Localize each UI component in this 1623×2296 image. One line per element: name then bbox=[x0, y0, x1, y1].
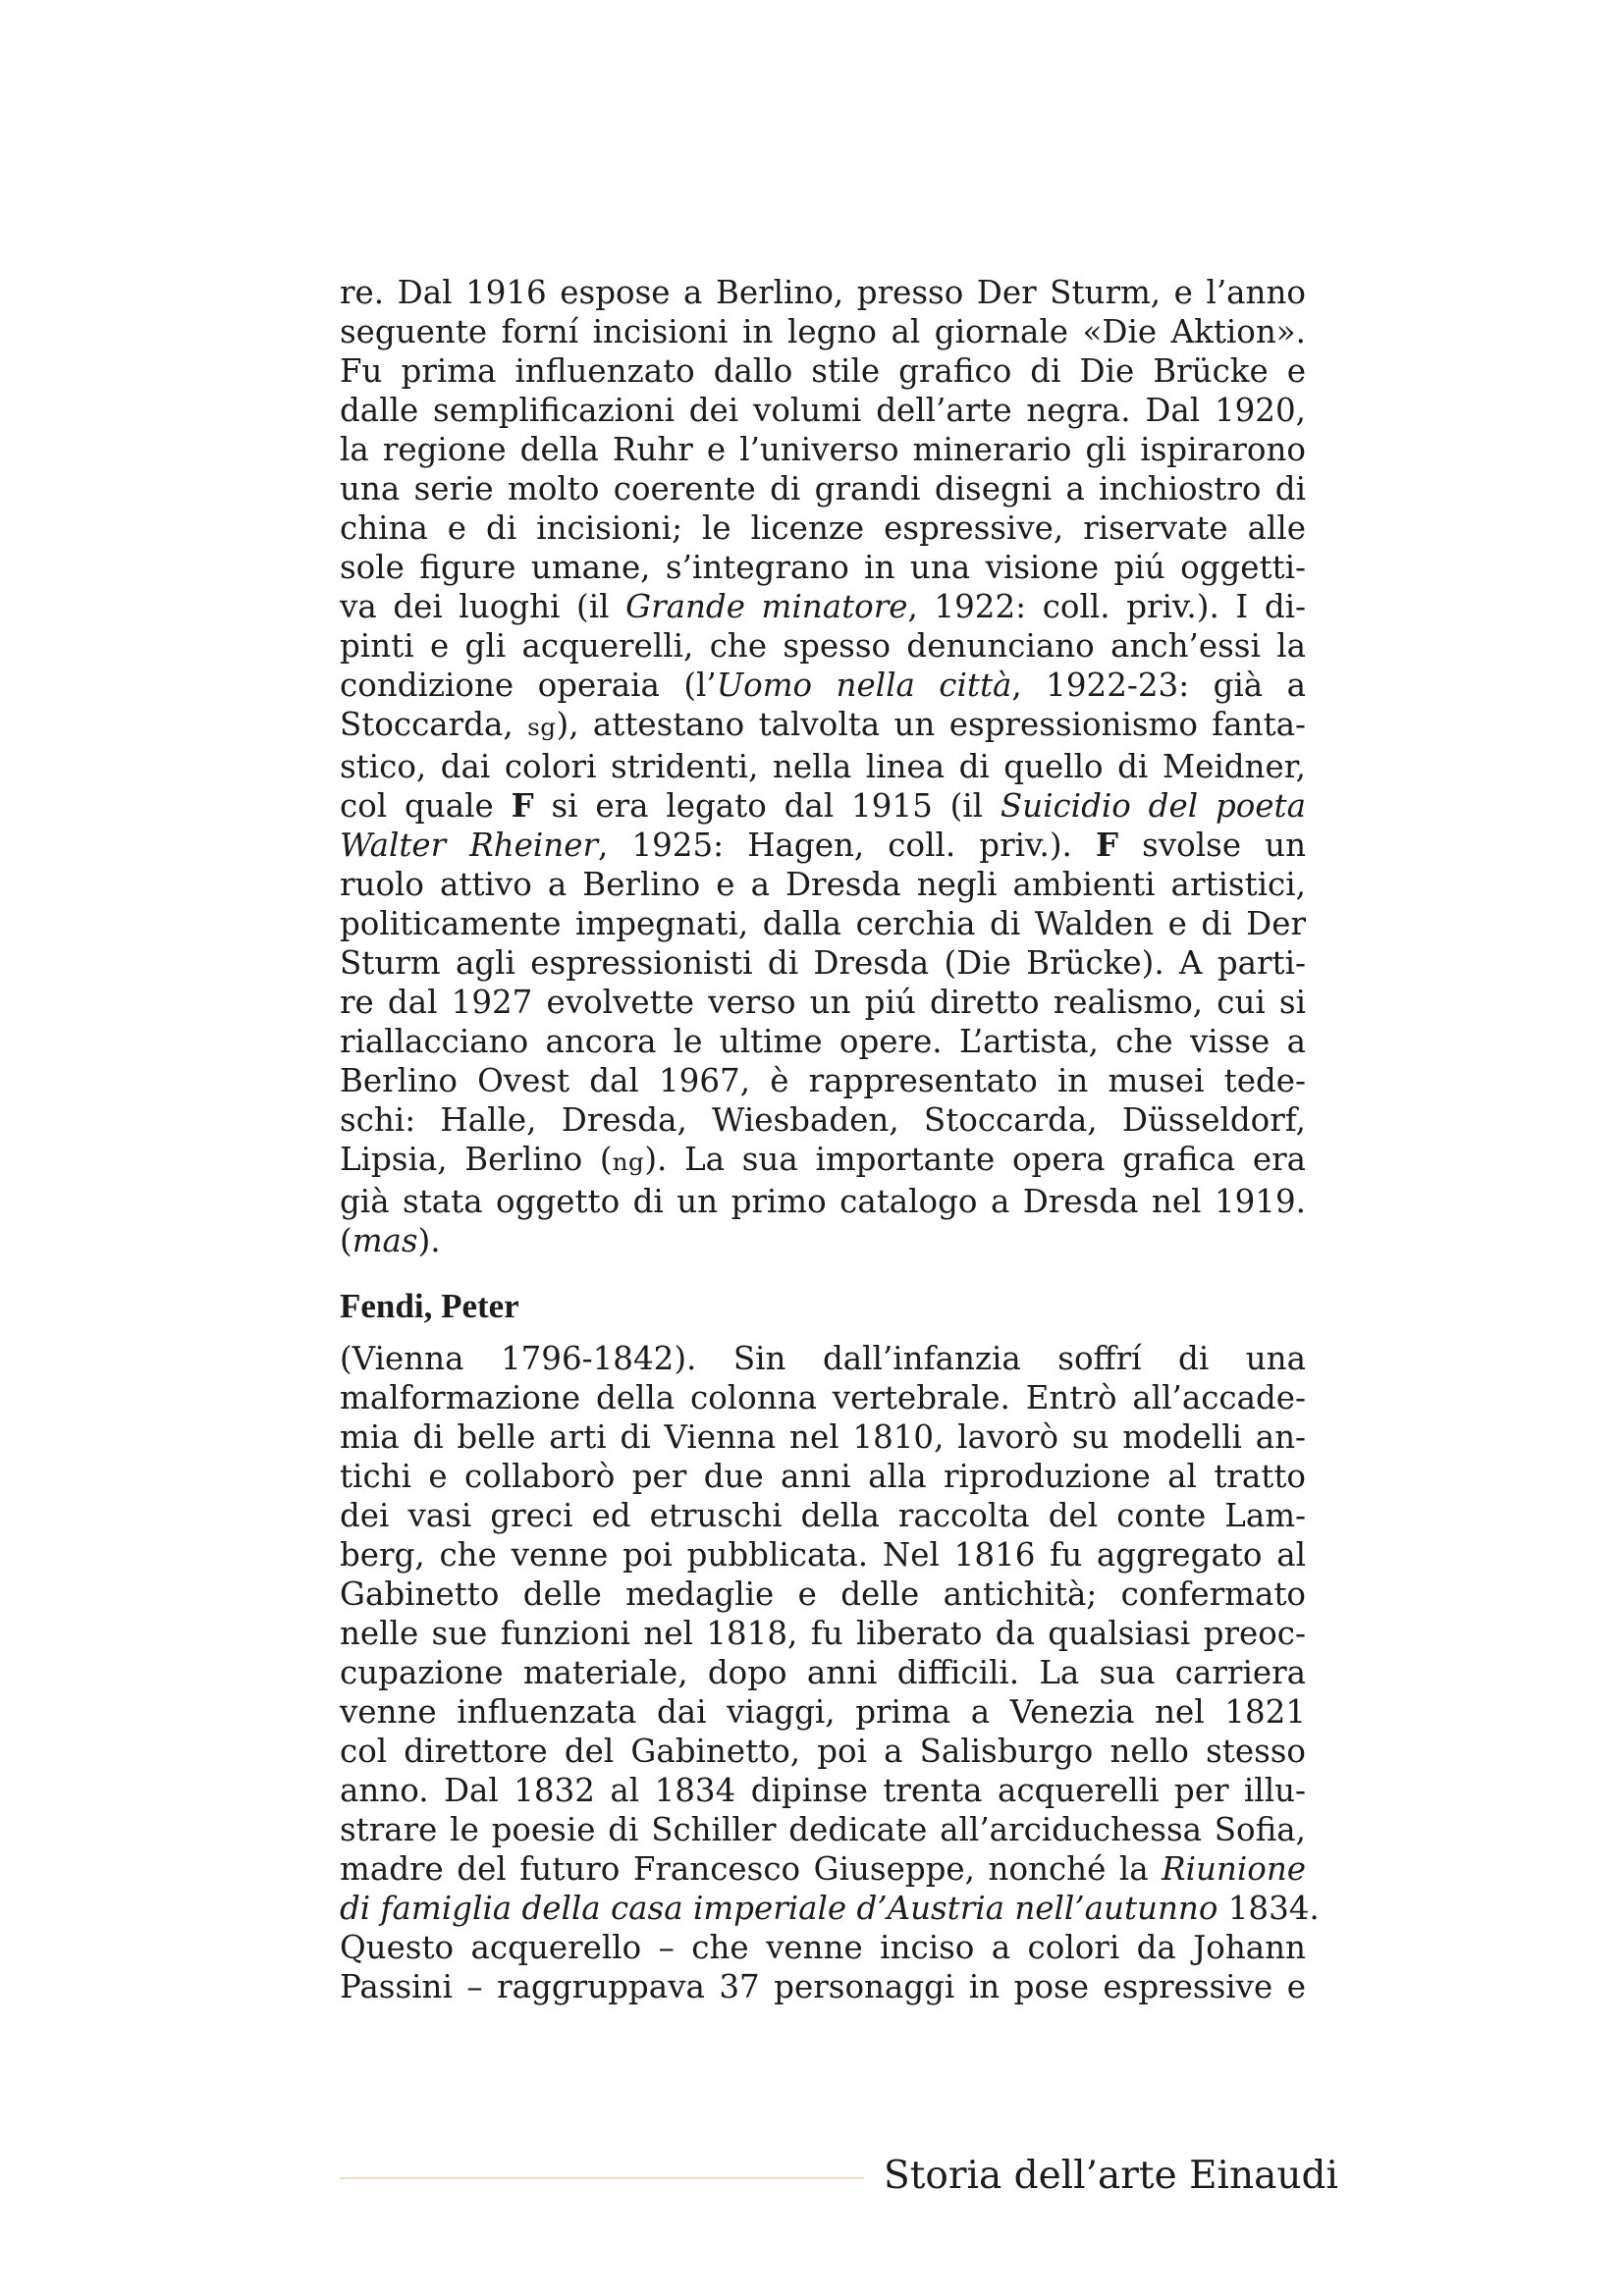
text-line: strare le poesie di Schiller dedicate all’arciduchessa Sofia, bbox=[340, 1811, 1306, 1848]
text-segment: ( bbox=[340, 1222, 352, 1259]
artwork-title: Suicidio del poeta bbox=[1000, 787, 1306, 825]
text-line: seguente forní incisioni in legno al giornale «Die Aktion». bbox=[340, 313, 1306, 350]
entry-initial: F bbox=[1095, 826, 1119, 864]
text-segment: si era legato dal 1915 (il bbox=[533, 787, 1001, 825]
text-line: sole figure umane, s’integrano in una visione piú oggetti- bbox=[340, 549, 1306, 586]
text-line: china e di incisioni; le licenze espressive, riservate alle bbox=[340, 509, 1306, 547]
text-line bbox=[340, 1140, 1306, 1182]
text-line: malformazione della colonna vertebrale. Entrò all’accade- bbox=[340, 1379, 1306, 1416]
text-line bbox=[340, 1889, 1320, 1928]
text-line: re dal 1927 evolvette verso un piú diretto realismo, cui si bbox=[340, 984, 1306, 1021]
text-line bbox=[340, 587, 1306, 626]
text-line: cupazione materiale, dopo anni difficili. La sua carriera bbox=[340, 1654, 1306, 1691]
entry-heading: Fendi, Peter bbox=[340, 1287, 519, 1325]
text-segment: 1834. bbox=[1217, 1890, 1320, 1927]
text-line: una serie molto coerente di grandi disegni a inchiostro di bbox=[340, 470, 1306, 507]
artwork-title: di famiglia della casa imperiale d’Austria nell’autunno bbox=[340, 1890, 1218, 1927]
text-segment: va dei luoghi (il bbox=[340, 588, 626, 625]
text-line: già stata oggetto di un primo catalogo a Dresda nel 1919. bbox=[340, 1183, 1306, 1220]
artwork-title: Uomo nella città bbox=[716, 667, 1012, 704]
text-line: pinti e gli acquerelli, che spesso denunciano anch’essi la bbox=[340, 627, 1306, 665]
footer-publisher: Storia dell’arte Einaudi bbox=[884, 2154, 1338, 2198]
text-line: Passini – raggruppava 37 personaggi in pose espressive e bbox=[340, 1968, 1306, 2005]
text-segment: ), attestano talvolta un espressionismo fanta- bbox=[556, 706, 1306, 743]
text-segment: col quale bbox=[340, 787, 512, 825]
text-line: berg, che venne poi pubblicata. Nel 1816 fu aggregato al bbox=[340, 1536, 1306, 1574]
text-line bbox=[340, 1849, 1306, 1889]
text-line: la regione della Ruhr e l’universo minerario gli ispirarono bbox=[340, 431, 1306, 468]
artwork-title: Riunione bbox=[1162, 1850, 1306, 1888]
text-segment: , 1925: Hagen, coll. priv.). bbox=[598, 827, 1096, 864]
text-line: riallacciano ancora le ultime opere. L’artista, che visse a bbox=[340, 1023, 1306, 1060]
paragraph-continued bbox=[340, 273, 1306, 1260]
text-segment: , 1922-23: già a bbox=[1011, 667, 1306, 704]
text-line: Gabinetto delle medaglie e delle antichità; confermato bbox=[340, 1575, 1306, 1613]
text-segment: Stoccarda, bbox=[340, 706, 528, 743]
artwork-title: Grande minatore bbox=[625, 588, 908, 625]
text-line: mia di belle arti di Vienna nel 1810, lavorò su modelli an- bbox=[340, 1418, 1306, 1456]
text-segment: ). La sua importante opera grafica era bbox=[644, 1141, 1307, 1178]
text-line: Sturm agli espressionisti di Dresda (Die Brücke). A parti- bbox=[340, 944, 1306, 982]
artwork-title: Walter Rheiner bbox=[340, 827, 599, 864]
text-line: Fu prima influenzato dallo stile grafico di Die Brücke e bbox=[340, 352, 1306, 390]
text-line: dei vasi greci ed etruschi della raccolta del conte Lam- bbox=[340, 1497, 1306, 1534]
text-line: nelle sue funzioni nel 1818, fu liberato da qualsiasi preoc- bbox=[340, 1615, 1306, 1652]
entry-initial: F bbox=[511, 786, 534, 825]
text-segment: svolse un bbox=[1118, 827, 1307, 864]
text-line: anno. Dal 1832 al 1834 dipinse trenta acquerelli per illu- bbox=[340, 1772, 1306, 1809]
text-line: politicamente impegnati, dalla cerchia di Walden e di Der bbox=[340, 905, 1306, 942]
text-line: ruolo attivo a Berlino e a Dresda negli ambienti artistici, bbox=[340, 866, 1306, 903]
text-line: tichi e collaborò per due anni alla riproduzione al tratto bbox=[340, 1458, 1306, 1495]
text-line: Berlino Ovest dal 1967, è rappresentato in musei tede- bbox=[340, 1062, 1306, 1099]
main-text-column bbox=[340, 273, 1320, 2006]
author-initials: mas bbox=[352, 1222, 418, 1259]
text-segment: condizione operaia (l’ bbox=[340, 667, 717, 704]
text-line: Questo acquerello – che venne inciso a colori da Johann bbox=[340, 1929, 1306, 1966]
text-line: (Vienna 1796-1842). Sin dall’infanzia soffrí di una bbox=[340, 1340, 1306, 1377]
text-line: stico, dai colori stridenti, nella linea di quello di Meidner, bbox=[340, 748, 1306, 785]
text-line bbox=[340, 666, 1306, 705]
text-line: re. Dal 1916 espose a Berlino, presso Der Sturm, e l’anno bbox=[340, 274, 1306, 311]
text-segment: madre del futuro Francesco Giuseppe, nonché la bbox=[340, 1850, 1163, 1888]
text-line bbox=[340, 705, 1306, 747]
text-line bbox=[340, 786, 1306, 826]
text-line: col direttore del Gabinetto, poi a Salisburgo nello stesso bbox=[340, 1733, 1306, 1770]
text-segment: Lipsia, Berlino ( bbox=[340, 1141, 613, 1178]
text-line: venne influenzata dai viaggi, prima a Venezia nel 1821 bbox=[340, 1693, 1306, 1731]
text-segment: , 1922: coll. priv.). I di- bbox=[907, 588, 1307, 625]
text-line: schi: Halle, Dresda, Wiesbaden, Stoccarda, Düsseldorf, bbox=[340, 1101, 1306, 1139]
footer-divider bbox=[340, 2177, 864, 2179]
text-line bbox=[340, 826, 1306, 865]
text-segment: ). bbox=[417, 1222, 441, 1259]
museum-abbreviation: sg bbox=[527, 713, 557, 741]
museum-abbreviation: ng bbox=[612, 1148, 645, 1176]
text-line: dalle semplificazioni dei volumi dell’arte negra. Dal 1920, bbox=[340, 392, 1306, 429]
text-line bbox=[340, 1221, 1306, 1260]
entry-body bbox=[340, 1339, 1320, 2006]
